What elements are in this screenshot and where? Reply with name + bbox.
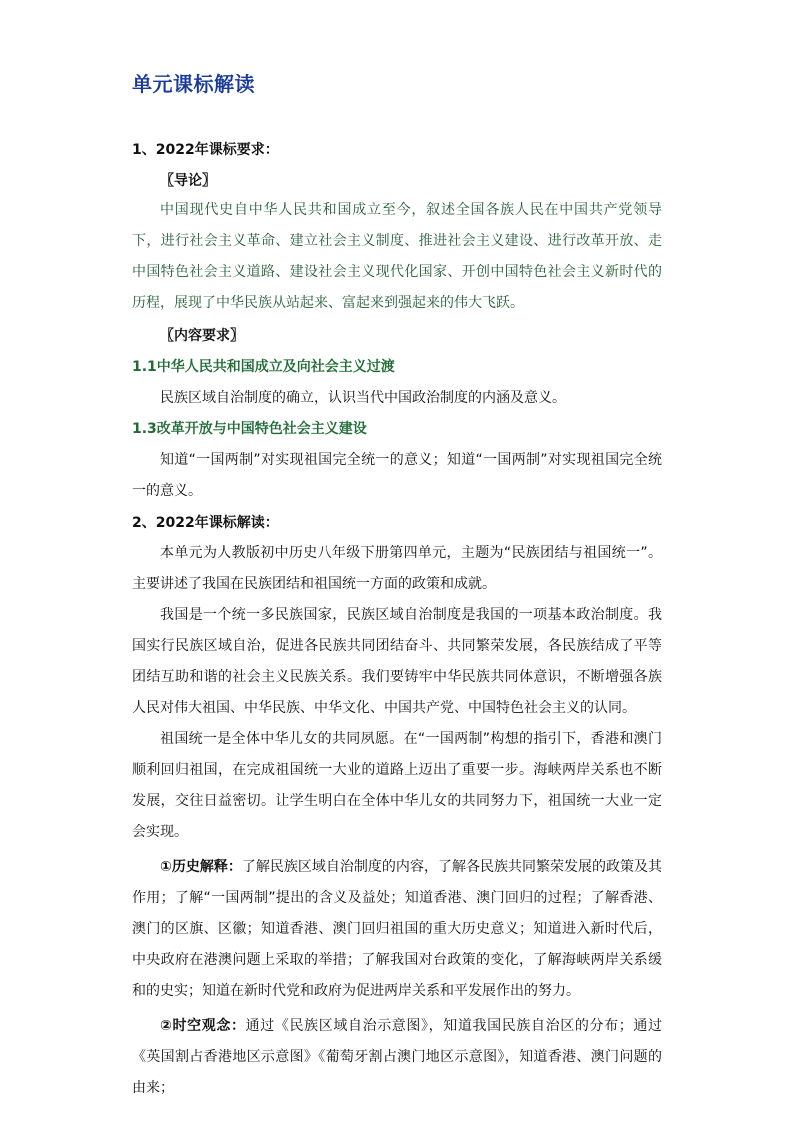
history-explanation-label: ①历史解释： — [160, 859, 242, 875]
document-title: 单元课标解读 — [132, 72, 255, 96]
item-heading-1-3: 1.3改革开放与中国特色社会主义建设 — [132, 421, 367, 437]
history-explanation-text: 了解民族区域自治制度的内容，了解各民族共同繁荣发展的政策及其作用；了解“一国两制”提出的含义及益处；知道香港、澳门回归的过程；了解香港、澳门的区旗、区徽；知道香港、澳门回归祖国的重大历史意义；知道进入新时代后，中央政府在港澳问题上采取的举措；了解我国对台政策的变化，了解海峡两岸关系缓和的史实；知道在新时代党和政府为促进两岸关系和平发展作出的努力。 — [132, 859, 663, 999]
interpretation-paragraph-3: 祖国统一是全体中华儿女的共同夙愿。在“一国两制”构想的指引下，香港和澳门顺利回归祖国，在完成祖国统一大业的道路上迈出了重要一步。海峡两岸关系也不断发展，交往日益密切。让学生明白在全体中华儿女的共同努力下，祖国统一大业一定会实现。 — [132, 731, 662, 840]
history-explanation-paragraph — [132, 852, 662, 1007]
intro-paragraph: 中国现代史自中华人民共和国成立至今，叙述全国各族人民在中国共产党领导下，进行社会主义革命、建立社会主义制度、推进社会主义建设、进行改革开放、走中国特色社会主义道路、建设社会主义现代化国家、开创中国特色社会主义新时代的历程，展现了中华民族从站起来、富起来到强起来的伟大飞跃。 — [132, 202, 662, 311]
item-1-1-block — [132, 383, 662, 414]
intro-block — [132, 195, 662, 319]
content-requirements-heading: 〖内容要求〗 — [160, 328, 244, 344]
interpretation-paragraph-2: 我国是一个统一多民族国家，民族区域自治制度是我国的一项基本政治制度。我国实行民族区域自治，促进各民族共同团结奋斗、共同繁荣发展，各民族结成了平等团结互助和谐的社会主义民族关系。我们要铸牢中华民族共同体意识，不断增强各族人民对伟大祖国、中华民族、中华文化、中国共产党、中国特色社会主义的认同。 — [132, 607, 662, 716]
spacetime-concept-text: 通过《民族区域自治示意图》，知道我国民族自治区的分布；通过《英国割占香港地区示意图》《葡萄牙割占澳门地区示意图》，知道香港、澳门问题的由来； — [132, 1018, 663, 1096]
item-heading-1-1: 1.1中华人民共和国成立及向社会主义过渡 — [132, 359, 395, 375]
intro-heading: 〖导论〗 — [160, 173, 216, 189]
item-1-3-block — [132, 445, 662, 507]
interpretation-body — [132, 538, 662, 1104]
spacetime-concept-paragraph — [132, 1011, 662, 1104]
spacetime-concept-label: ②时空观念： — [160, 1018, 246, 1034]
item-1-1-text: 民族区域自治制度的确立，认识当代中国政治制度的内涵及意义。 — [160, 390, 566, 406]
section-heading-interpretation: 2、2022年课标解读： — [132, 515, 279, 531]
item-1-3-text: 知道“一国两制”对实现祖国完全统一的意义；知道“一国两制”对实现祖国完全统一的意义。 — [132, 452, 662, 499]
section-heading-standards: 1、2022年课标要求： — [132, 142, 279, 158]
interpretation-paragraph-1: 本单元为人教版初中历史八年级下册第四单元，主题为“民族团结与祖国统一”。主要讲述了我国在民族团结和祖国统一方面的政策和成就。 — [132, 545, 662, 592]
